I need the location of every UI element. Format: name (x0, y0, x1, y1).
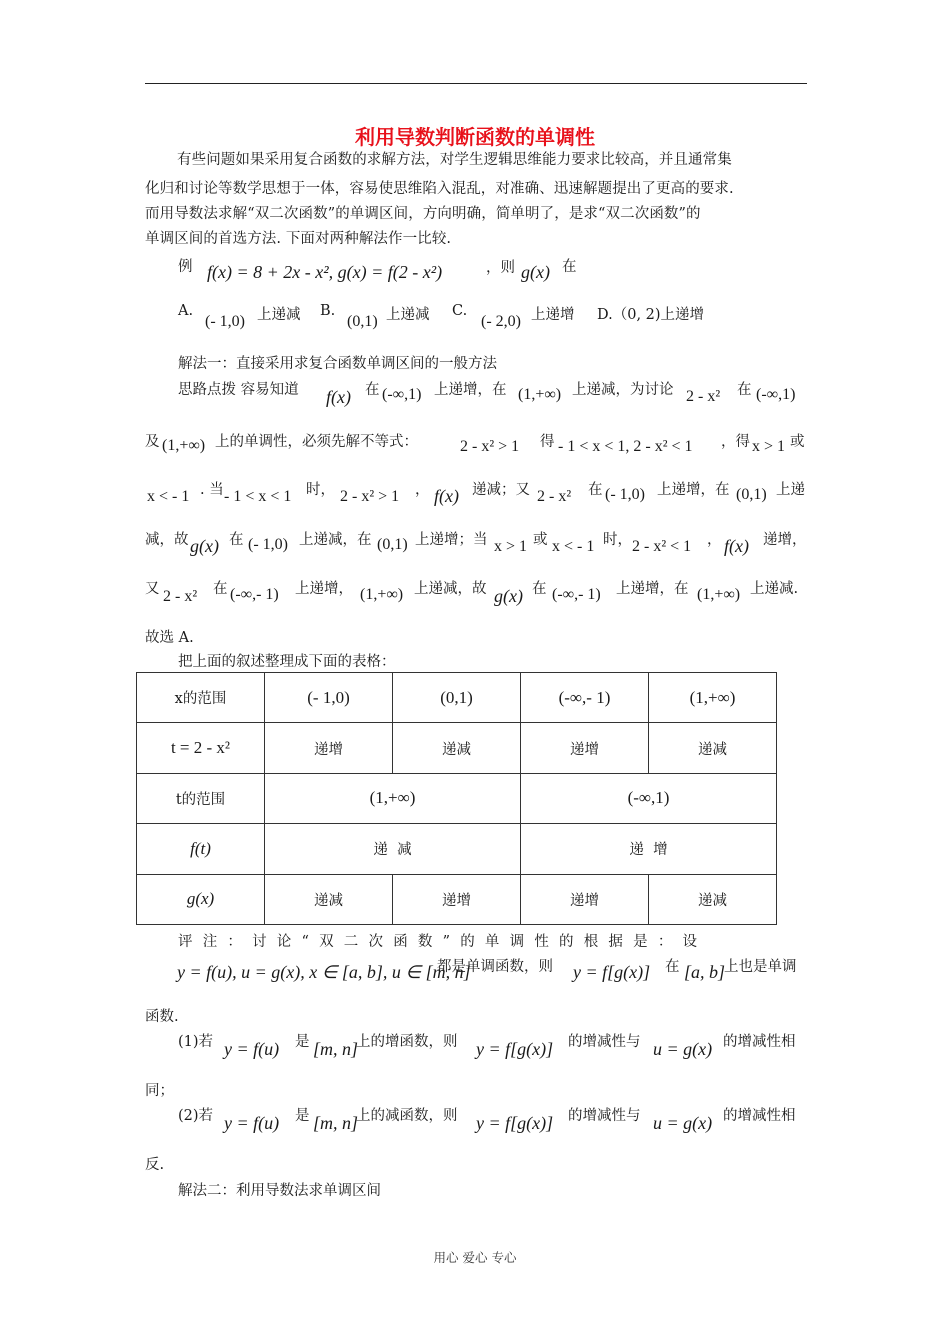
m1-gx: g(x) (190, 536, 219, 556)
rule1-u: u = g(x) (653, 1039, 713, 1059)
table-cell: 递减 (393, 723, 521, 773)
table-row-t-function (137, 723, 777, 773)
m1-interval-9: (-∞,- 1) (230, 586, 279, 603)
page-title: 利用导数判断函数的单调性 (355, 125, 595, 149)
m1-text-9: 上递增；当 (415, 532, 488, 548)
rule2-f: y = f(u) (224, 1113, 280, 1133)
table-row-ft (137, 824, 777, 874)
m1-inequality-1: 2 - x² > 1 (460, 438, 520, 455)
option-a-text: 上递减 (257, 307, 301, 323)
table-cell: (-∞,1) (521, 773, 777, 823)
table-cell: 递减 (649, 874, 777, 924)
m1-expr-3: 2 - x² (163, 588, 198, 605)
example-then: ，则 (486, 260, 515, 276)
rule2-prefix: (2)若 (178, 1108, 214, 1124)
m1-zai-6: 在 (532, 581, 547, 597)
m1-interval-5: (- 1,0) (605, 486, 645, 503)
comment-zai: 在 (665, 959, 680, 975)
rule2-mn: [m, n] (313, 1113, 359, 1133)
intro-line-1: 有些问题如果采用复合函数的求解方法，对学生逻辑思维能力要求比较高，并且通常集 (177, 152, 732, 168)
m1-ineq-lt: 2 - x² < 1 (632, 538, 692, 555)
example-formula: f(x) = 8 + 2x - x², g(x) = f(2 - x²) (207, 262, 443, 282)
m1-huo-2: 或 (533, 532, 548, 548)
m1-comma: ， (415, 482, 430, 498)
header-rule (145, 83, 807, 84)
m1-text-13: 上递增，在 (616, 581, 689, 597)
m1-text-7: 减，故 (145, 532, 189, 548)
m1-de-2: ，得 (721, 434, 750, 450)
option-b-text: 上递减 (386, 307, 430, 323)
table-cell: (1,+∞) (265, 773, 521, 823)
comment-line-1: 评注：讨论“双二次函数”的单调性的根据是：设 (178, 934, 708, 950)
table-cell: f(t) (137, 824, 265, 874)
intro-line-4: 单调区间的首选方法. 下面对两种解法作一比较. (145, 231, 452, 247)
option-b-letter: B. (320, 303, 336, 319)
table-cell: (- 1,0) (265, 673, 393, 723)
table-cell: 递减 (265, 874, 393, 924)
option-a-interval: (- 1,0) (205, 313, 245, 330)
table-cell: (1,+∞) (649, 673, 777, 723)
rule2-text-3: 的增减性相 (723, 1108, 796, 1124)
table-cell: 递增 (265, 723, 393, 773)
option-c-letter: C. (452, 303, 468, 319)
m1-shi-2: 时， (603, 532, 632, 548)
m1-interval-11: (-∞,- 1) (552, 586, 601, 603)
m1-text-10: 递增， (763, 532, 807, 548)
comment-functions: y = f(u), u = g(x), x ∈ [a, b], u ∈ [m, n] (177, 962, 471, 982)
m1-interval-1: (-∞,1) (382, 386, 422, 403)
m1-text-14: 上递减. (750, 581, 799, 597)
table-cell: (0,1) (393, 673, 521, 723)
m1-interval-2: (1,+∞) (518, 386, 562, 403)
rule1-mn: [m, n] (313, 1039, 359, 1059)
rule1-text-2: 的增减性与 (568, 1034, 641, 1050)
m1-text-2: 上递减，为讨论 (572, 382, 674, 398)
option-c-text: 上递增 (531, 307, 575, 323)
m1-solution-2: x > 1 (752, 438, 786, 455)
rule1-composite: y = f[g(x)] (476, 1039, 554, 1059)
m1-zai: 在 (365, 382, 380, 398)
m1-interval-7: (- 1,0) (248, 536, 288, 553)
m1-zai-4: 在 (229, 532, 244, 548)
m1-fx: f(x) (326, 387, 351, 407)
table-cell: 递增 (521, 723, 649, 773)
m1-range: - 1 < x < 1 (224, 488, 292, 505)
table-cell: x的范围 (137, 673, 265, 723)
table-cell: (-∞,- 1) (521, 673, 649, 723)
m1-table-intro: 把上面的叙述整理成下面的表格： (178, 654, 396, 670)
m1-expr: 2 - x² (686, 388, 721, 405)
option-a-letter: A. (178, 303, 194, 319)
m1-solution-1: - 1 < x < 1, 2 - x² < 1 (558, 438, 693, 455)
rule1-end: 同； (145, 1083, 174, 1099)
table-cell: 递减 (649, 723, 777, 773)
m1-comma-2: ， (707, 532, 722, 548)
method2-title: 解法二：利用导数法求单调区间 (178, 1183, 381, 1199)
m1-you: 又 (145, 581, 160, 597)
m1-text-6: 上递 (776, 482, 805, 498)
rule2-composite: y = f[g(x)] (476, 1113, 554, 1133)
m1-text-1: 上递增，在 (434, 382, 507, 398)
m1-text-12: 上递减，故 (414, 581, 487, 597)
m1-shi: 时， (306, 482, 335, 498)
rule1-text-3: 的增减性相 (723, 1034, 796, 1050)
comment-ab: [a, b] (684, 962, 726, 982)
table-cell: t = 2 - x² (137, 723, 265, 773)
option-d-text: D.（0, 2)上递增 (597, 307, 705, 323)
m1-text-3: 上的单调性，必须先解不等式： (215, 434, 418, 450)
rule2-text-1: 上的减函数，则 (356, 1108, 458, 1124)
intro-line-2: 化归和讨论等数学思想于一体，容易使思维陷入混乱，对准确、迅速解题提出了更高的要求. (145, 181, 734, 197)
table-cell: t的范围 (137, 773, 265, 823)
table-cell: g(x) (137, 874, 265, 924)
m1-x-lt: x < - 1 (147, 488, 190, 505)
m1-text-4: 递减；又 (472, 482, 530, 498)
option-c-interval: (- 2,0) (481, 313, 521, 330)
option-b-interval: (0,1) (347, 313, 378, 330)
table-cell: 递增 (393, 874, 521, 924)
example-label: 例 (178, 259, 193, 275)
rule1-prefix: (1)若 (178, 1034, 214, 1050)
m1-gx-2: g(x) (494, 586, 523, 606)
m1-interval-10: (1,+∞) (360, 586, 404, 603)
m1-interval-3: (-∞,1) (756, 386, 796, 403)
method1-hint: 思路点拨 容易知道 (178, 382, 299, 398)
m1-text-5: 上递增，在 (657, 482, 730, 498)
table-cell: 递增 (521, 874, 649, 924)
m1-fx-2: f(x) (434, 486, 459, 506)
summary-table (136, 672, 777, 925)
m1-zai-3: 在 (588, 482, 603, 498)
m1-ineq-gt: 2 - x² > 1 (340, 488, 400, 505)
table-cell: 递 减 (265, 824, 521, 874)
m1-answer: 故选 A. (145, 630, 194, 646)
page-footer: 用心 爱心 专心 (433, 1250, 517, 1265)
m1-text-8: 上递减，在 (299, 532, 372, 548)
m1-huo: 或 (790, 434, 805, 450)
m1-x-gt: x > 1 (494, 538, 528, 555)
table-cell: 递 增 (521, 824, 777, 874)
m1-zai-2: 在 (737, 382, 752, 398)
rule2-u: u = g(x) (653, 1113, 713, 1133)
m1-interval-6: (0,1) (736, 486, 767, 503)
m1-interval-4: (1,+∞) (162, 437, 206, 454)
m1-ji: 及 (145, 434, 160, 450)
m1-interval-12: (1,+∞) (697, 586, 741, 603)
table-row-t-range (137, 773, 777, 823)
m1-zai-5: 在 (213, 581, 228, 597)
m1-interval-8: (0,1) (377, 536, 408, 553)
table-row-x-range (137, 673, 777, 723)
m1-dang: . 当 (200, 482, 224, 498)
rule2-text-2: 的增减性与 (568, 1108, 641, 1124)
rule1-text-1: 上的增函数，则 (356, 1034, 458, 1050)
table-row-gx (137, 874, 777, 924)
m1-expr-2: 2 - x² (537, 488, 572, 505)
m1-de: 得 (540, 434, 555, 450)
comment-text-1: 都是单调函数，则 (437, 959, 553, 975)
rule1-f: y = f(u) (224, 1039, 280, 1059)
example-zai: 在 (562, 259, 577, 275)
comment-line-3: 函数. (145, 1009, 179, 1025)
rule2-end: 反. (145, 1157, 165, 1173)
m1-text-11: 上递增， (295, 581, 353, 597)
m1-x-lt-2: x < - 1 (552, 538, 595, 555)
m1-fx-3: f(x) (724, 536, 749, 556)
rule1-shi: 是 (295, 1034, 310, 1050)
comment-text-2: 上也是单调 (724, 959, 797, 975)
rule2-shi: 是 (295, 1108, 310, 1124)
comment-composite: y = f[g(x)] (573, 962, 651, 982)
method1-title: 解法一：直接采用求复合函数单调区间的一般方法 (178, 356, 497, 372)
example-gx: g(x) (521, 262, 550, 282)
intro-line-3: 而用导数法求解“双二次函数”的单调区间，方向明确，简单明了，是求“双二次函数”的 (145, 206, 701, 222)
